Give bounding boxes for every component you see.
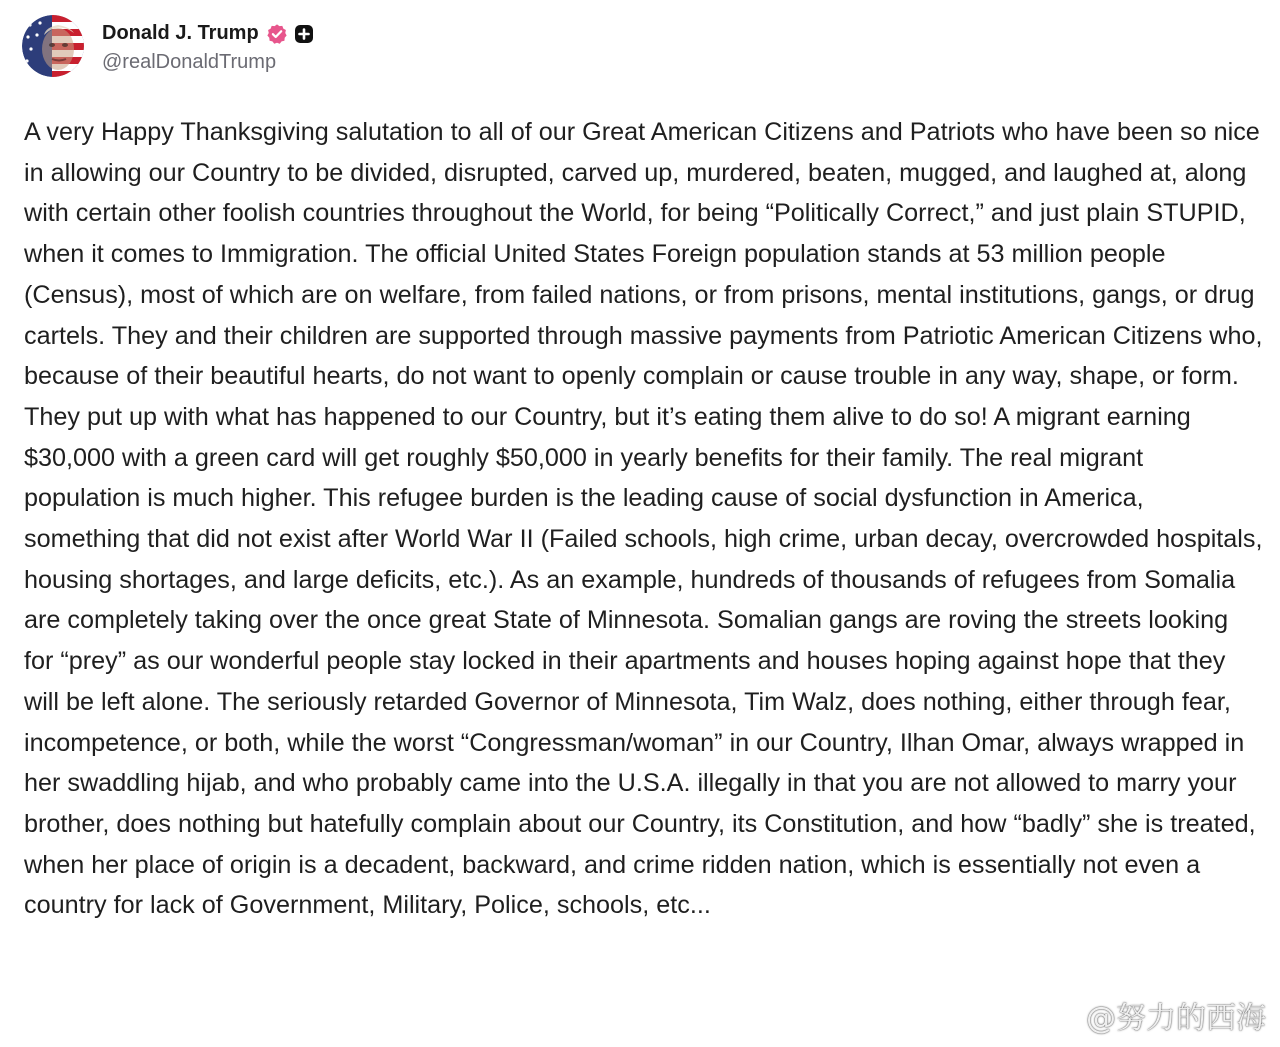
avatar-image (22, 15, 84, 77)
name-row (102, 19, 314, 49)
author-info (102, 19, 314, 74)
user-handle[interactable]: @realDonaldTrump (102, 50, 277, 73)
post-body-text: A very Happy Thanksgiving salutation to all of our Great American Citizens and Patriots who have been so nice in allowing our Country to be divided, disrupted, carved up, murdered, beaten, mugged, and laughed at, along with certain other foolish countries throughout the World, for being “Politically Correct,” and just plain STUPID, when it comes to Immigration. The official United States Foreign population stands at 53 million people (Census), most of which are on welfare, from failed nations, or from prisons, mental institutions, gangs, or drug cartels. They and their children are supported through massive payments from Patriotic American Citizens who, because of their beautiful hearts, do not want to openly complain or cause trouble in any way, shape, or form. They put up with what has happened to our Country, but it’s eating them alive to do so! A migrant earning $30,000 with a green card will get roughly $50,000 in yearly benefits for their family. The real migrant population is much higher. This refugee burden is the leading cause of social dysfunction in America, something that did not exist after World War II (Failed schools, high crime, urban decay, overcrowded hospitals, housing shortages, and large deficits, etc.). As an example, hundreds of thousands of refugees from Somalia are completely taking over the once great State of Minnesota. Somalian gangs are roving the streets looking for “prey” as our wonderful people stay locked in their apartments and houses hoping against hope that they will be left alone. The seriously retarded Governor of Minnesota, Tim Walz, does nothing, either through fear, incompetence, or both, while the worst “Congressman/woman” in our Country, Ilhan Omar, always wrapped in her swaddling hijab, and who probably came into the U.S.A. illegally in that you are not allowed to marry your brother, does nothing but hatefully complain about our Country, its Constitution, and how “badly” she is treated, when her place of origin is a decadent, backward, and crime ridden nation, which is essentially not even a country for lack of Government, Military, Police, schools, etc... (24, 118, 1263, 920)
post-header (22, 14, 314, 78)
display-name[interactable]: Donald J. Trump (102, 22, 259, 44)
avatar[interactable] (22, 15, 84, 77)
watermark (1036, 993, 1266, 1037)
weibo-icon (1036, 998, 1080, 1032)
plus-square-icon[interactable] (294, 24, 314, 44)
verified-badge-icon (266, 23, 288, 45)
watermark-text: @努力的西海 (1086, 1001, 1266, 1036)
